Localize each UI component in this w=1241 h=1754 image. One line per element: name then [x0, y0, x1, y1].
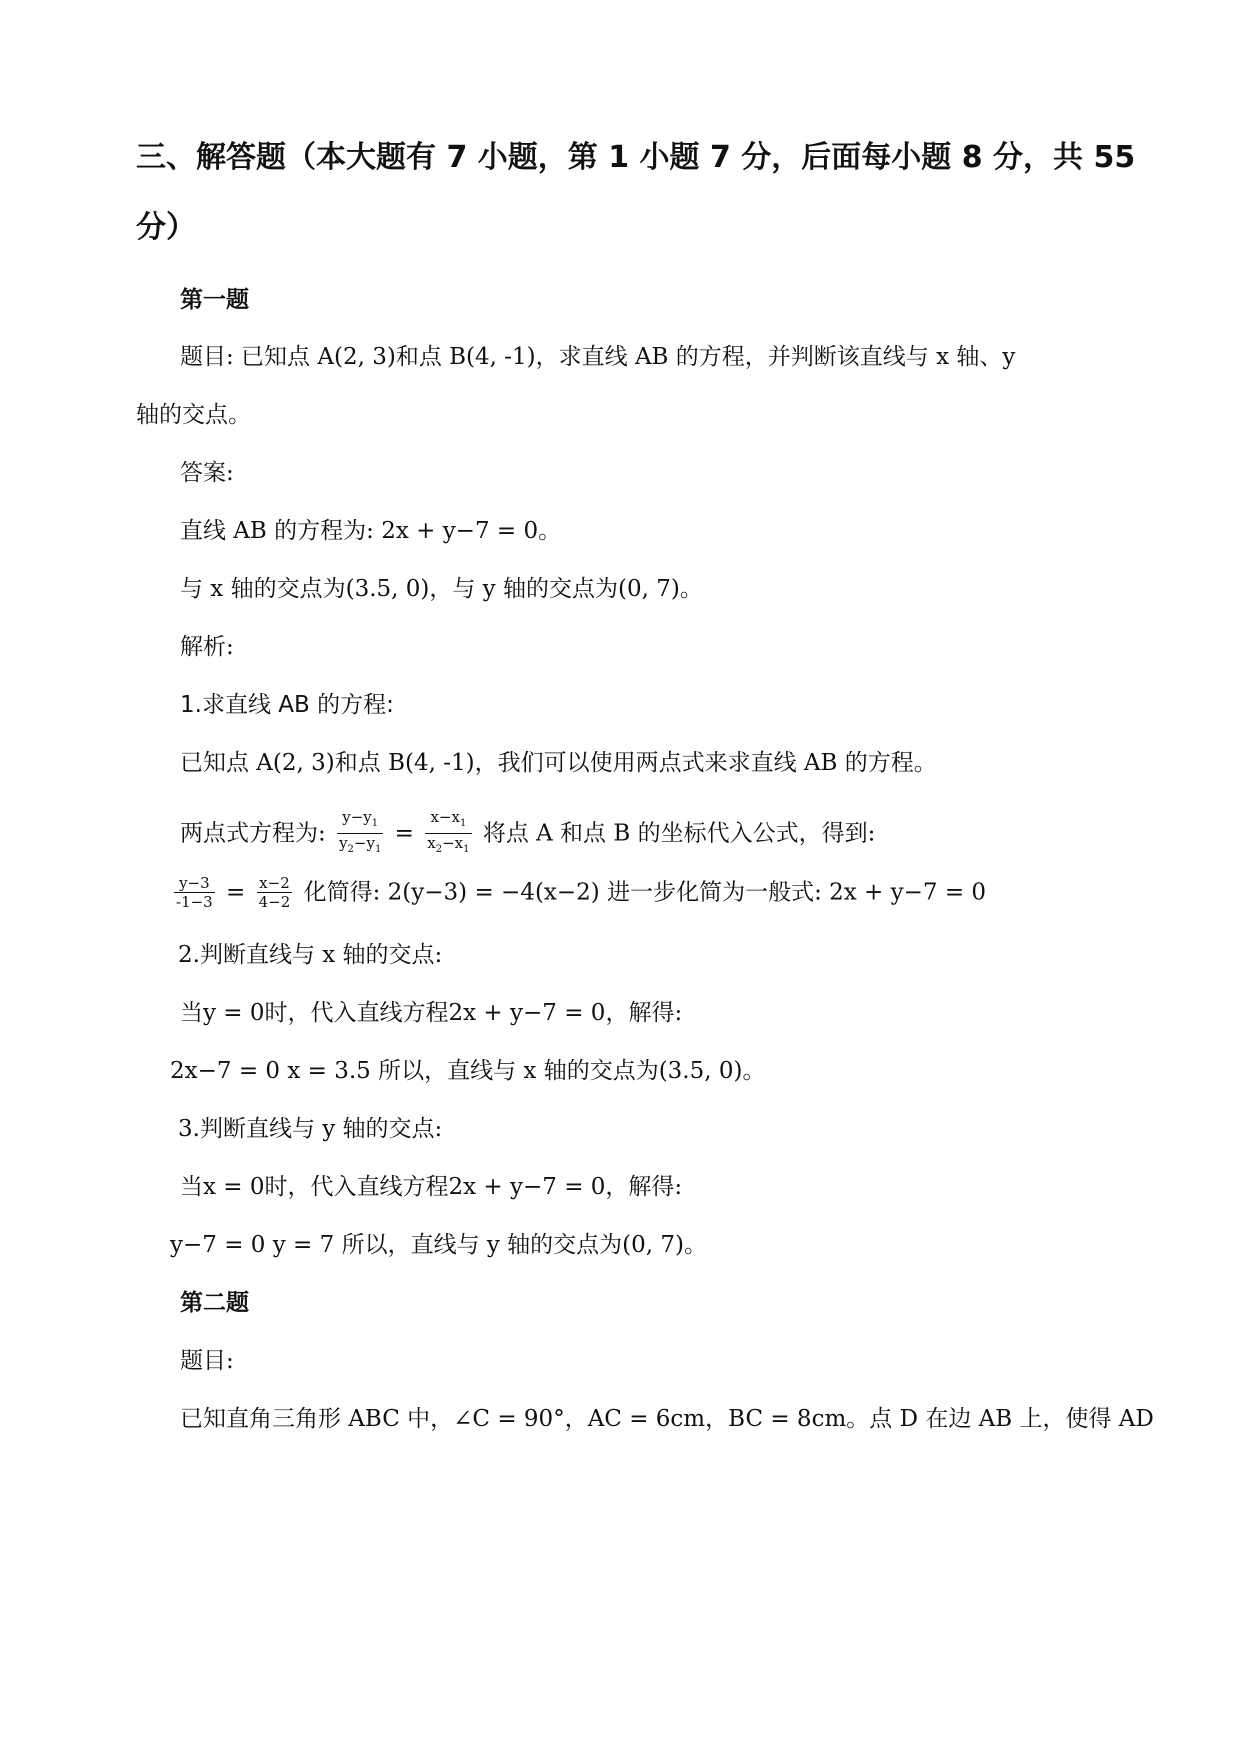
- fraction-substituted-right: $\frac{x-2}{4-2}$: [258, 874, 291, 911]
- question2-problem-label: 题目:: [180, 1348, 234, 1374]
- step2-result: 2x−7 = 0 x = 3.5 所以，直线与 x 轴的交点为(3.5, 0)。: [170, 1058, 766, 1084]
- two-point-prefix: 两点式方程为:: [180, 820, 326, 847]
- simplify-text: 化简得: 2(y−3) = −4(x−2) 进一步化简为一般式: 2x + y−7 = 0: [303, 879, 987, 906]
- step3-result: y−7 = 0 y = 7 所以，直线与 y 轴的交点为(0, 7)。: [170, 1232, 708, 1258]
- analysis-label: 解析:: [180, 634, 234, 660]
- fraction-general-right: $\frac{x-x_1}{x_2-x_1}$: [427, 808, 470, 855]
- question1-problem-line2: 轴的交点。: [136, 402, 251, 428]
- question2-title: 第二题: [180, 1290, 249, 1316]
- section-heading-line2: 分）: [136, 210, 196, 245]
- section-heading-line1: 三、解答题（本大题有 7 小题，第 1 小题 7 分，后面每小题 8 分，共 55: [136, 140, 1136, 175]
- two-point-formula-line: 两点式方程为: $\frac{y-y_1}{y_2-y_1}$ = $\frac{x-x_1}{x_2-x_1}$ 将点 A 和点 B 的坐标代入公式，得到:: [180, 808, 875, 859]
- step2-text: 当y = 0时，代入直线方程2x + y−7 = 0，解得:: [180, 1000, 683, 1026]
- two-point-suffix: 将点 A 和点 B 的坐标代入公式，得到:: [482, 820, 876, 847]
- question1-title: 第一题: [180, 287, 249, 313]
- fraction-general-left: $\frac{y-y_1}{y_2-y_1}$: [339, 808, 382, 855]
- substituted-formula-line: $\frac{y-3}{-1-3}$ = $\frac{x-2}{4-2}$ 化简得: 2(y−3) = −4(x−2) 进一步化简为一般式: 2x + y−7 = 0: [176, 874, 987, 911]
- step3-title: 3.判断直线与 y 轴的交点:: [178, 1116, 443, 1142]
- step1-text: 已知点 A(2, 3)和点 B(4, -1)，我们可以使用两点式来求直线 AB 的方程。: [180, 750, 937, 776]
- question1-problem-line1: 题目: 已知点 A(2, 3)和点 B(4, -1)，求直线 AB 的方程，并判断该直线与 x 轴、y: [180, 344, 1016, 370]
- step2-title: 2.判断直线与 x 轴的交点:: [178, 942, 443, 968]
- answer-line1: 直线 AB 的方程为: 2x + y−7 = 0。: [180, 518, 562, 544]
- step3-text: 当x = 0时，代入直线方程2x + y−7 = 0，解得:: [180, 1174, 683, 1200]
- fraction-substituted-left: $\frac{y-3}{-1-3}$: [176, 874, 213, 911]
- answer-line2: 与 x 轴的交点为(3.5, 0)，与 y 轴的交点为(0, 7)。: [180, 576, 703, 602]
- answer-label: 答案:: [180, 460, 234, 486]
- question2-problem-line1: 已知直角三角形 ABC 中，∠C = 90°，AC = 6cm，BC = 8cm。点 D 在边 AB 上，使得 AD: [180, 1406, 1154, 1432]
- step1-title: 1.求直线 AB 的方程:: [180, 692, 394, 718]
